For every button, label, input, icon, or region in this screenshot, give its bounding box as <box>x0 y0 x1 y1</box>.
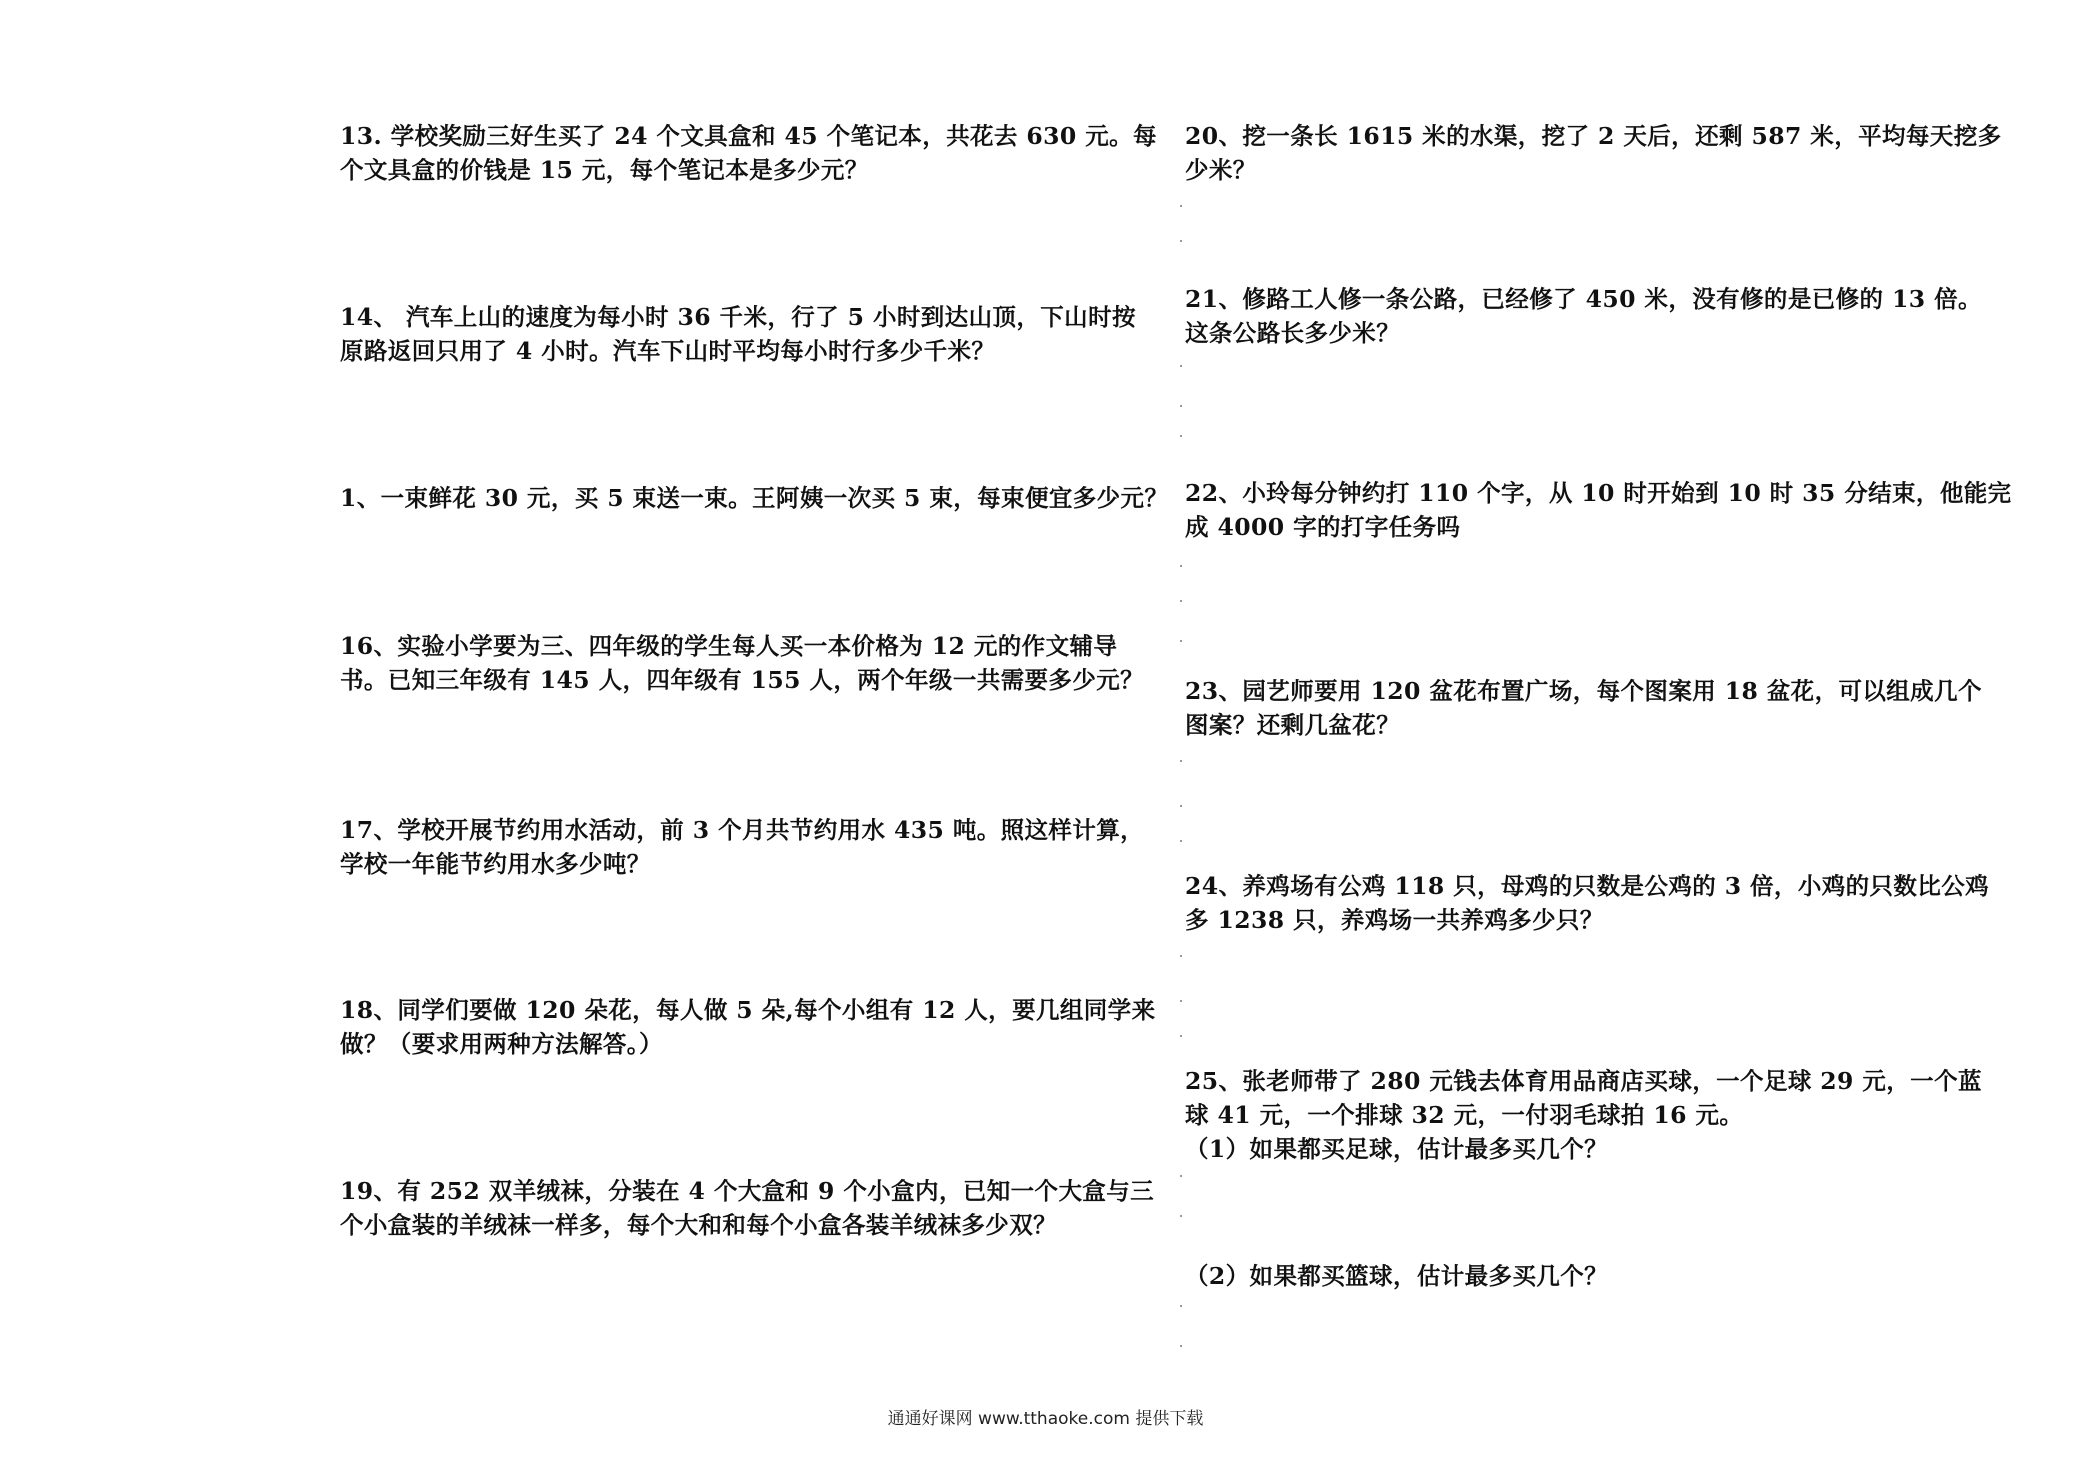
problem-text-line: （2）如果都买篮球，估计最多买几个？ <box>1185 1262 1609 1290</box>
problem-25 <box>1185 1064 1982 1166</box>
footer-source: 通通好课网 www.tthaoke.com 提供下载 <box>887 1409 1204 1429</box>
problem-text-line: 这条公路长多少米？ <box>1185 319 1401 347</box>
divider-dot <box>1180 1175 1182 1177</box>
problem-1 <box>340 481 1168 515</box>
problem-21 <box>1185 282 1982 350</box>
divider-dot <box>1180 600 1182 602</box>
problem-25-part-2 <box>1185 1259 1608 1293</box>
divider-dot <box>1180 1215 1182 1217</box>
problem-text-line: 13. 学校奖励三好生买了 24 个文具盒和 45 个笔记本，共花去 630 元。每 <box>340 122 1157 150</box>
divider-dot <box>1180 805 1182 807</box>
divider-dot <box>1180 840 1182 842</box>
problem-text-line: 多 1238 只，养鸡场一共养鸡多少只？ <box>1185 906 1604 934</box>
problem-text-line: 个文具盒的价钱是 15 元，每个笔记本是多少元？ <box>340 156 869 184</box>
problem-text-line: 18、同学们要做 120 朵花，每人做 5 朵,每个小组有 12 人，要几组同学来 <box>340 996 1156 1024</box>
problem-text-line: 1、一束鲜花 30 元，买 5 束送一束。王阿姨一次买 5 束，每束便宜多少元？ <box>340 484 1169 512</box>
problem-text-line: 做？（要求用两种方法解答。） <box>340 1030 663 1058</box>
problem-16 <box>340 629 1144 697</box>
problem-text-line: 21、修路工人修一条公路，已经修了 450 米，没有修的是已修的 13 倍。 <box>1185 285 1982 313</box>
problem-text-line: 19、有 252 双羊绒袜，分装在 4 个大盒和 9 个小盒内，已知一个大盒与三 <box>340 1177 1155 1205</box>
problem-text-line: 原路返回只用了 4 小时。汽车下山时平均每小时行多少千米？ <box>340 337 996 365</box>
problem-13 <box>340 119 1157 187</box>
problem-text-line: 书。已知三年级有 145 人，四年级有 155 人，两个年级一共需要多少元？ <box>340 666 1145 694</box>
problem-text-line: 24、养鸡场有公鸡 118 只，母鸡的只数是公鸡的 3 倍，小鸡的只数比公鸡 <box>1185 872 1990 900</box>
divider-dot <box>1180 1000 1182 1002</box>
divider-dot <box>1180 565 1182 567</box>
problem-text-line: 成 4000 字的打字任务吗 <box>1185 513 1461 541</box>
problem-text-line: 17、学校开展节约用水活动，前 3 个月共节约用水 435 吨。照这样计算， <box>340 816 1145 844</box>
problem-text-line: 16、实验小学要为三、四年级的学生每人买一本价格为 12 元的作文辅导 <box>340 632 1118 660</box>
divider-dot <box>1180 435 1182 437</box>
problem-19 <box>340 1174 1154 1242</box>
divider-dot <box>1180 205 1182 207</box>
divider-dot <box>1180 640 1182 642</box>
problem-text-line: 学校一年能节约用水多少吨？ <box>340 850 651 878</box>
problem-text-line: 图案？还剩几盆花？ <box>1185 711 1401 739</box>
problem-text-line: 球 41 元，一个排球 32 元，一付羽毛球拍 16 元。 <box>1185 1101 1744 1129</box>
problem-22 <box>1185 476 2012 544</box>
problem-text-line: 23、园艺师要用 120 盆花布置广场，每个图案用 18 盆花，可以组成几个 <box>1185 677 1982 705</box>
problem-24 <box>1185 869 1989 937</box>
problem-text-line: 14、 汽车上山的速度为每小时 36 千米，行了 5 小时到达山顶，下山时按 <box>340 303 1136 331</box>
divider-dot <box>1180 1345 1182 1347</box>
problem-text-line: 20、挖一条长 1615 米的水渠，挖了 2 天后，还剩 587 米，平均每天挖多 <box>1185 122 2002 150</box>
divider-dot <box>1180 1035 1182 1037</box>
problem-18 <box>340 993 1155 1061</box>
problem-14 <box>340 300 1136 368</box>
divider-dot <box>1180 955 1182 957</box>
divider-dot <box>1180 405 1182 407</box>
problem-text-line: 25、张老师带了 280 元钱去体育用品商店买球，一个足球 29 元，一个蓝 <box>1185 1067 1982 1095</box>
problem-text-line: （1）如果都买足球，估计最多买几个？ <box>1185 1135 1609 1163</box>
problem-23 <box>1185 674 1982 742</box>
problem-text-line: 22、小玲每分钟约打 110 个字，从 10 时开始到 10 时 35 分结束，他能完 <box>1185 479 2012 507</box>
problem-20 <box>1185 119 2002 187</box>
problem-text-line: 少米？ <box>1185 156 1257 184</box>
divider-dot <box>1180 365 1182 367</box>
problem-17 <box>340 813 1144 881</box>
divider-dot <box>1180 760 1182 762</box>
problem-text-line: 个小盒装的羊绒袜一样多，每个大和和每个小盒各装羊绒袜多少双？ <box>340 1211 1057 1239</box>
divider-dot <box>1180 1305 1182 1307</box>
divider-dot <box>1180 240 1182 242</box>
